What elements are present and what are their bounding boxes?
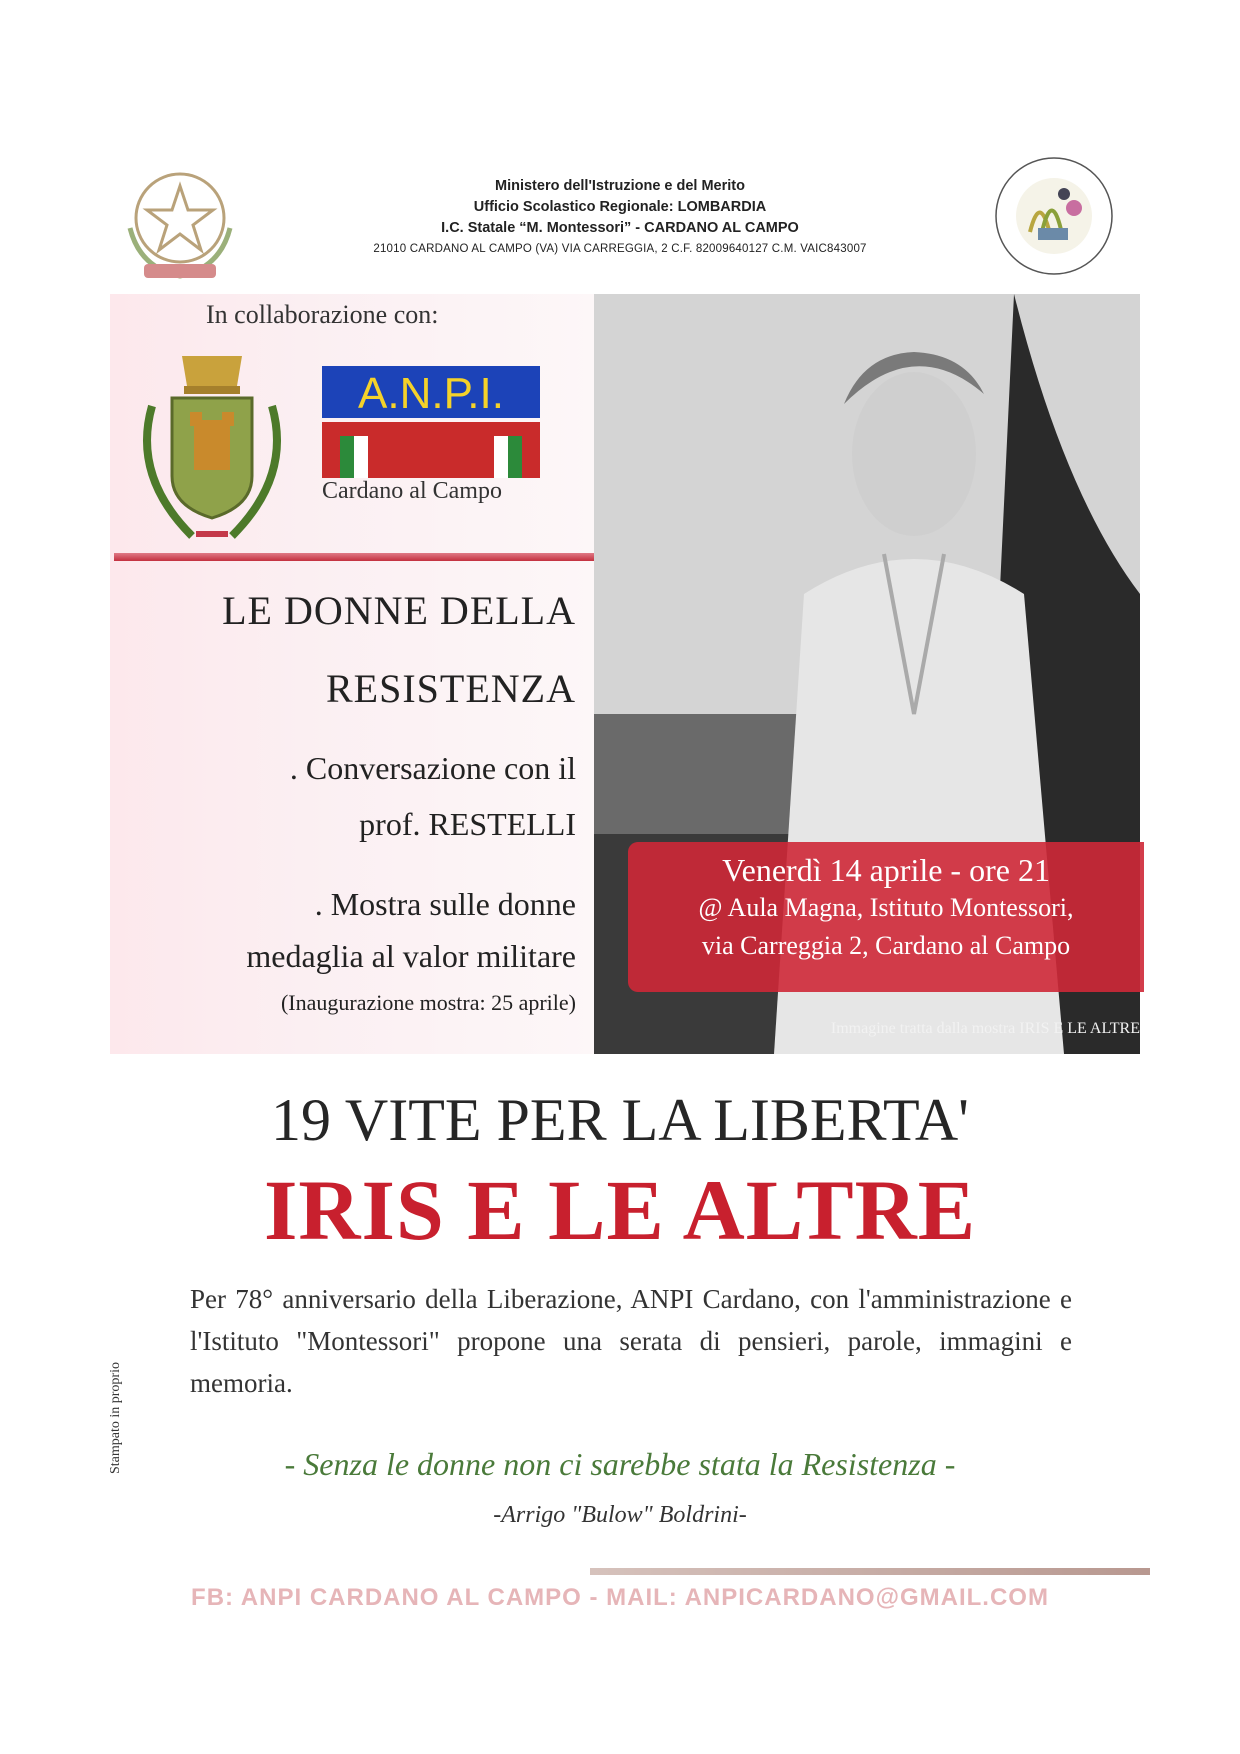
anpi-caption: Cardano al Campo (322, 478, 502, 504)
exhibition-line-2: medaglia al valor militare (246, 938, 576, 974)
exhibition-line-1: . Mostra sulle donne (314, 886, 576, 922)
event-title-line-2: RESISTENZA (326, 666, 576, 711)
school-logo-icon (990, 152, 1118, 280)
anpi-name-text: A.N.P.I. (358, 369, 504, 418)
headline-line-1: 19 VITE PER LA LIBERTA' (271, 1087, 969, 1153)
comune-crest-icon (132, 346, 292, 556)
conversation-line-1: . Conversazione con il (289, 750, 576, 786)
event-date-box (628, 842, 1144, 992)
event-title-line-1: LE DONNE DELLA (222, 588, 576, 633)
event-description: Per 78° anniversario della Liberazione, ANPI Cardano, con l'amministrazione e l'Istituto "Montessori" propone una serata di pensieri, parole, immagini e memoria. (190, 1284, 1072, 1398)
event-place-line-1: @ Aula Magna, Istituto Montessori, (698, 893, 1074, 922)
contact-info: FB: ANPI CARDANO AL CAMPO - MAIL: ANPICARDANO@GMAIL.COM (191, 1584, 1049, 1611)
collaboration-label: In collaborazione con: (206, 300, 439, 329)
headline-line-2: IRIS E LE ALTRE (263, 1162, 977, 1258)
school-address: 21010 CARDANO AL CAMPO (VA) VIA CARREGGIA, 2 C.F. 82009640127 C.M. VAIC843007 (373, 243, 867, 255)
anpi-logo-icon (322, 366, 540, 478)
quote-text: - Senza le donne non ci sarebbe stata la Resistenza - (284, 1446, 956, 1482)
bottom-divider (590, 1568, 1150, 1575)
repubblica-italiana-emblem-icon (110, 158, 250, 286)
photo-credit: Immagine tratta dalla mostra IRIS E LE ALTRE (830, 1020, 1140, 1037)
conversation-text (96, 740, 576, 852)
ministry-line-2: Ufficio Scolastico Regionale: LOMBARDIA (473, 199, 767, 215)
exhibition-text (96, 878, 576, 982)
event-place-line-2: via Carreggia 2, Cardano al Campo (701, 931, 1071, 960)
event-date: Venerdì 14 aprile - ore 21 (722, 852, 1050, 888)
printed-note: Stampato in proprio (108, 1362, 123, 1474)
quote-author: -Arrigo "Bulow" Boldrini- (493, 1502, 747, 1528)
red-divider (114, 553, 610, 561)
event-title (96, 572, 576, 728)
ministry-header (300, 176, 940, 260)
inauguration-note: (Inaugurazione mostra: 25 aprile) (280, 990, 576, 1015)
ministry-line-3: I.C. Statale “M. Montessori” - CARDANO AL CAMPO (441, 220, 799, 236)
conversation-line-2: prof. RESTELLI (359, 806, 576, 842)
ministry-line-1: Ministero dell'Istruzione e del Merito (495, 178, 745, 194)
